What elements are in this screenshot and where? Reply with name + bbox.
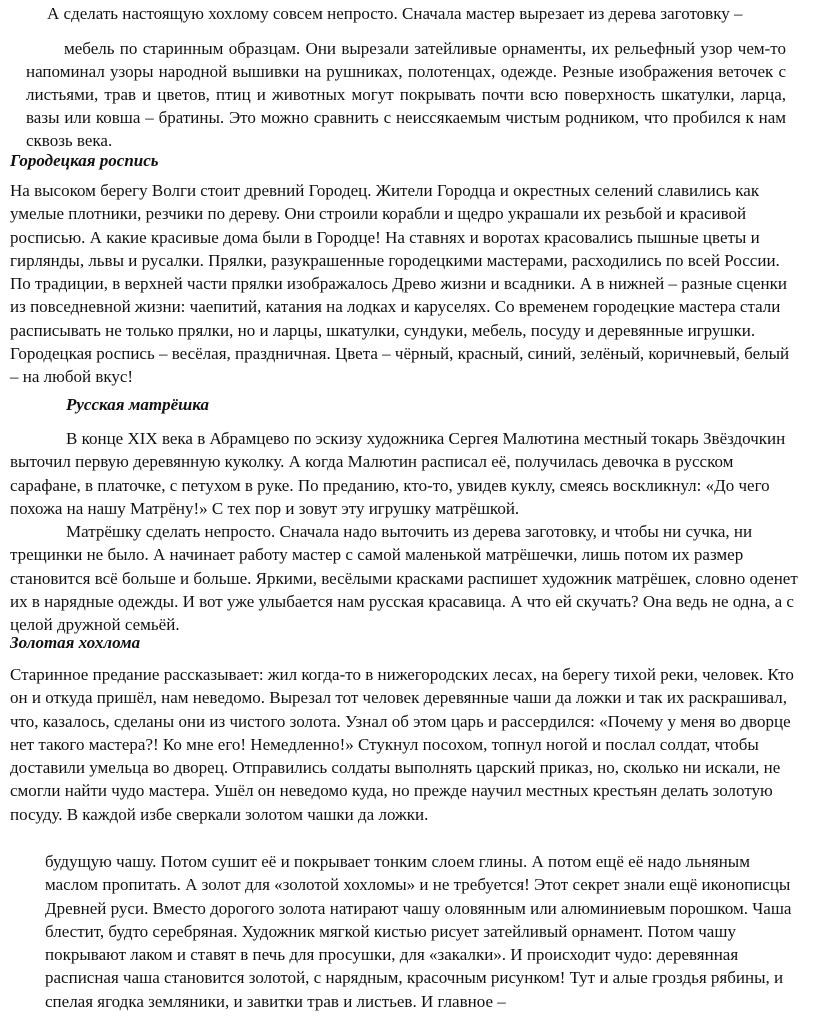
paragraph-gorodets: На высоком берегу Волги стоит древний Городец. Жители Городца и окрестных селений славились как умелые плотники, резчики по дереву. Они строили корабли и щедро украшали их резьбой и красивой росписью. А какие красивые дома были в Городце! На ставнях и воротах красовались пышные цветы и гирлянды, львы и русалки. Прялки, разукрашенные городецкими мастерами, расходились по всей России. По традиции, в верхней части прялки изображалось Древо жизни и всадники. А в нижней – разные сценки из повседневной жизни: чаепитий, катания на лодках и каруселях. Со временем городецкие мастера стали расписывать не только прялки, но и ларцы, шкатулки, сундуки, мебель, посуду и деревянные игрушки. Городецкая роспись – весёлая, праздничная. Цвета – чёрный, красный, синий, зелёный, коричневый, белый – на любой вкус!	[10, 181, 790, 387]
paragraph-matryoshka-2: Матрёшку сделать непросто. Сначала надо выточить из дерева заготовку, и чтобы ни сучка, ни трещинки не было. А начинает работу мастер с самой маленькой матрёшечки, лишь потом их размер становится всё больше и больше. Яркими, весёлыми красками распишет художник матрёшек, словно оденет их в нарядные одежды. И вот уже улыбается нам русская красавица. А что ей скучать? Она ведь не одна, а с целой дружной семьёй.	[10, 522, 798, 635]
heading-gorodets: Городецкая роспись	[10, 151, 159, 170]
heading-khokhloma: Золотая хохлома	[10, 633, 141, 652]
paragraph-top: А сделать настоящую хохлому совсем непросто. Сначала мастер вырезает из дерева заготовку –	[47, 4, 743, 23]
heading-matryoshka: Русская матрёшка	[66, 395, 209, 414]
paragraph-carving: мебель по старинным образцам. Они вырезали затейливые орнаменты, их рельефный узор чем-то напоминал узоры народной вышивки на рушниках, полотенцах, одежде. Резные изображения веточек с листьями, трав и цветов, птиц и животных могут покрывать почти всю поверхность шкатулки, ларца, вазы или ковша – братины. Это можно сравнить с неиссякаемым чистым родником, что пробился к нам сквозь века.	[26, 39, 786, 150]
paragraph-bowl: будущую чашу. Потом сушит её и покрывает тонким слоем глины. А потом ещё её надо льняным маслом пропитать. А золот для «золотой хохломы» и не требуется! Этот секрет знали ещё иконописцы Древней руси. Вместо дорогого золота натирают чашу оловянным или алюминиевым порошком. Чаша блестит, будто серебряная. Художник мягкой кистью рисует затейливый орнамент. Потом чашу покрывают лаком и ставят в печь для просушки, для «закалки». И происходит чудо: деревянная расписная чаша становится золотой, с нарядным, красочным рисунком! Тут и алые гроздья рябины, и спелая ягодка земляники, и завитки трав и листьев. И главное –	[45, 852, 792, 1011]
paragraph-matryoshka-1: В конце XIX века в Абрамцево по эскизу художника Сергея Малютина местный токарь Звёздочкин выточил первую деревянную куколку. А когда Малютин расписал её, получилась девочка в русском сарафане, в платочке, с петухом в руке. По преданию, кто-то, увидев куклу, смеясь воскликнул: «До чего похожа на нашу Матрёну!» С тех пор и зовут эту игрушку матрёшкой.	[10, 429, 786, 518]
paragraph-khokhloma: Старинное предание рассказывает: жил когда-то в нижегородских лесах, на берегу тихой реки, человек. Кто он и откуда пришёл, нам неведомо. Вырезал тот человек деревянные чаши да ложки и так их раскрашивал, что, казалось, сделаны они из чистого золота. Узнал об этом царь и рассердился: «Почему у меня во дворце нет такого мастера?! Ко мне его! Немедленно!» Стукнул посохом, топнул ногой и послал солдат, чтобы доставили умельца во дворец. Отправились солдаты выполнять царский приказ, но, сколько ни искали, не смогли найти чудо мастера. Ушёл он неведомо куда, но прежде научил местных крестьян делать золотую посуду. В каждой избе сверкали золотом чашки да ложки.	[10, 665, 794, 824]
